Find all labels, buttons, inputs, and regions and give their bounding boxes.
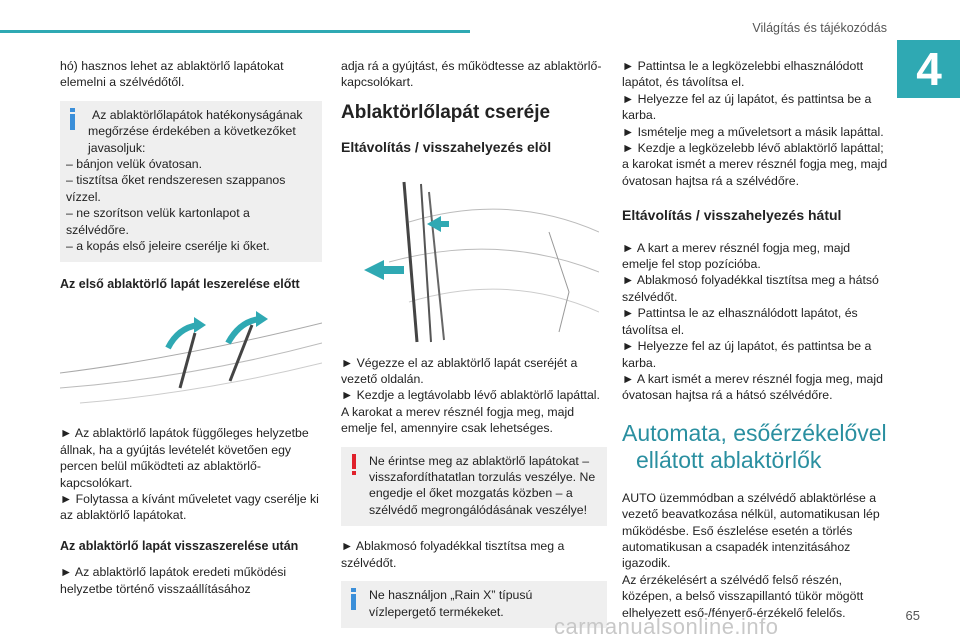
step-text: ► Helyezze fel az új lapátot, és pattintsa be a karba.	[622, 339, 872, 370]
body-text: AUTO üzemmódban a szélvédő ablaktörlése a vezető beavatkozása nélkül, automatikusan lép működésbe. Eső észlelése esetén a törlés automatikusan a csapadék intenzitásához igazodik.	[622, 490, 880, 571]
subsection-heading: Eltávolítás / visszahelyezés elöl	[341, 139, 552, 156]
info-icon	[66, 108, 80, 130]
section-heading: Az ablaktörlő lapát visszaszerelése után	[60, 538, 299, 553]
step-text: ► Pattintsa le az elhasználódott lapátot, és távolítsa el.	[622, 306, 858, 337]
watermark: carmanualsonline.info	[554, 614, 779, 639]
step-text: ► A kart a merev résznél fogja meg, majd emelje fel stop pozícióba.	[622, 240, 851, 272]
step-text: ► Kezdje a legtávolabb lévő ablaktörlő lapáttal. A karokat a merev résznél fogja meg, majd emelje fel, amennyire csak lehetséges.	[341, 388, 600, 436]
note-line: – bánjon velük óvatosan.	[66, 157, 203, 172]
page-title: Ablaktörlőlapát cseréje	[341, 101, 551, 123]
wiper-removal-figure	[341, 172, 607, 347]
info-note	[60, 101, 322, 263]
warning-note	[341, 447, 607, 527]
warning-text: Ne érintse meg az ablaktörlő lapátokat – visszafordíthatatlan torzulás veszélye. Ne engedje el őket mozgatás közben – a szélvédő megrongálódásának veszélye!	[369, 453, 596, 517]
step-text: ► Pattintsa le a legközelebbi elhasználódott lapátot, és távolítsa el.	[622, 59, 864, 90]
subsection-heading: Eltávolítás / visszahelyezés hátul	[622, 207, 842, 224]
note-line: – a kopás első jeleire cserélje ki őket.	[66, 239, 270, 254]
note-line: – ne szorítson velük kartonlapot a szélvédőre.	[66, 206, 250, 237]
step-text: ► Folytassa a kívánt műveletet vagy cserélje ki az ablaktörlő lapátokat.	[60, 491, 319, 523]
note-line: Az ablaktörlőlapátok hatékonyságának	[92, 107, 303, 122]
wiper-raised-illustration	[60, 303, 322, 413]
column-middle	[341, 58, 607, 640]
continued-text: adja rá a gyújtást, és működtesse az ablaktörlő-kapcsolókart.	[341, 59, 602, 90]
step-text: ► A kart ismét a merev résznél fogja meg, majd óvatosan hajtsa rá a hátsó szélvédőre.	[622, 371, 883, 403]
step-text: ► Végezze el az ablaktörlő lapát cseréjét a vezető oldalán.	[341, 355, 578, 387]
step-text: ► Az ablaktörlő lapátok függőleges helyzetbe állnak, ha a gyújtás levételét követően egy percen belül működteti az ablaktörlő-kapcsolókart.	[60, 426, 309, 490]
section-title	[622, 420, 888, 474]
page-number: 65	[905, 608, 920, 623]
intro-text: hó) hasznos lehet az ablaktörlő lapátokat elemelni a szélvédőtől.	[60, 59, 284, 90]
body-text: Az érzékelésért a szélvédő felső részén, középen, a belső visszapillantó tükör mögött elhelyezett eső-/fényerő-érzékelő felelős.	[622, 572, 864, 620]
header-accent-bar	[0, 30, 470, 33]
step-text: ► Kezdje a legközelebb lévő ablaktörlő lapáttal; a karokat ismét a merev résznél fogja meg, majd óvatosan hajtsa rá a szélvédőre.	[622, 141, 888, 188]
warning-icon	[347, 454, 361, 476]
step-text: ► Ablakmosó folyadékkal tisztítsa meg a szélvédőt.	[341, 539, 565, 570]
note-line: megőrzése érdekében a következőket javasoljuk:	[88, 124, 296, 155]
column-left	[60, 58, 322, 597]
chapter-tab: 4	[897, 40, 960, 98]
section-heading: Az első ablaktörlő lapát leszerelése előtt	[60, 277, 300, 292]
step-text: ► Az ablaktörlő lapátok eredeti működési helyzetbe történő visszaállításához	[60, 565, 287, 596]
step-text: ► Ablakmosó folyadékkal tisztítsa meg a hátsó szélvédőt.	[622, 273, 879, 304]
section-title-line: Automata, esőérzékelővel	[622, 419, 887, 446]
step-text: ► Helyezze fel az új lapátot, és pattintsa be a karba.	[622, 91, 872, 123]
section-title-line: ellátott ablaktörlők	[636, 446, 822, 473]
column-right	[622, 58, 888, 621]
info-icon	[347, 588, 361, 610]
wiper-removal-illustration	[349, 172, 599, 344]
note-text: Ne használjon „Rain X” típusú vízlepergető termékeket.	[369, 588, 533, 619]
section-header: Világítás és tájékozódás	[752, 21, 887, 35]
note-line: – tisztítsa őket rendszeresen szappanos vízzel.	[66, 173, 286, 204]
step-text: ► Ismételje meg a műveletsort a másik lapáttal.	[622, 124, 884, 139]
